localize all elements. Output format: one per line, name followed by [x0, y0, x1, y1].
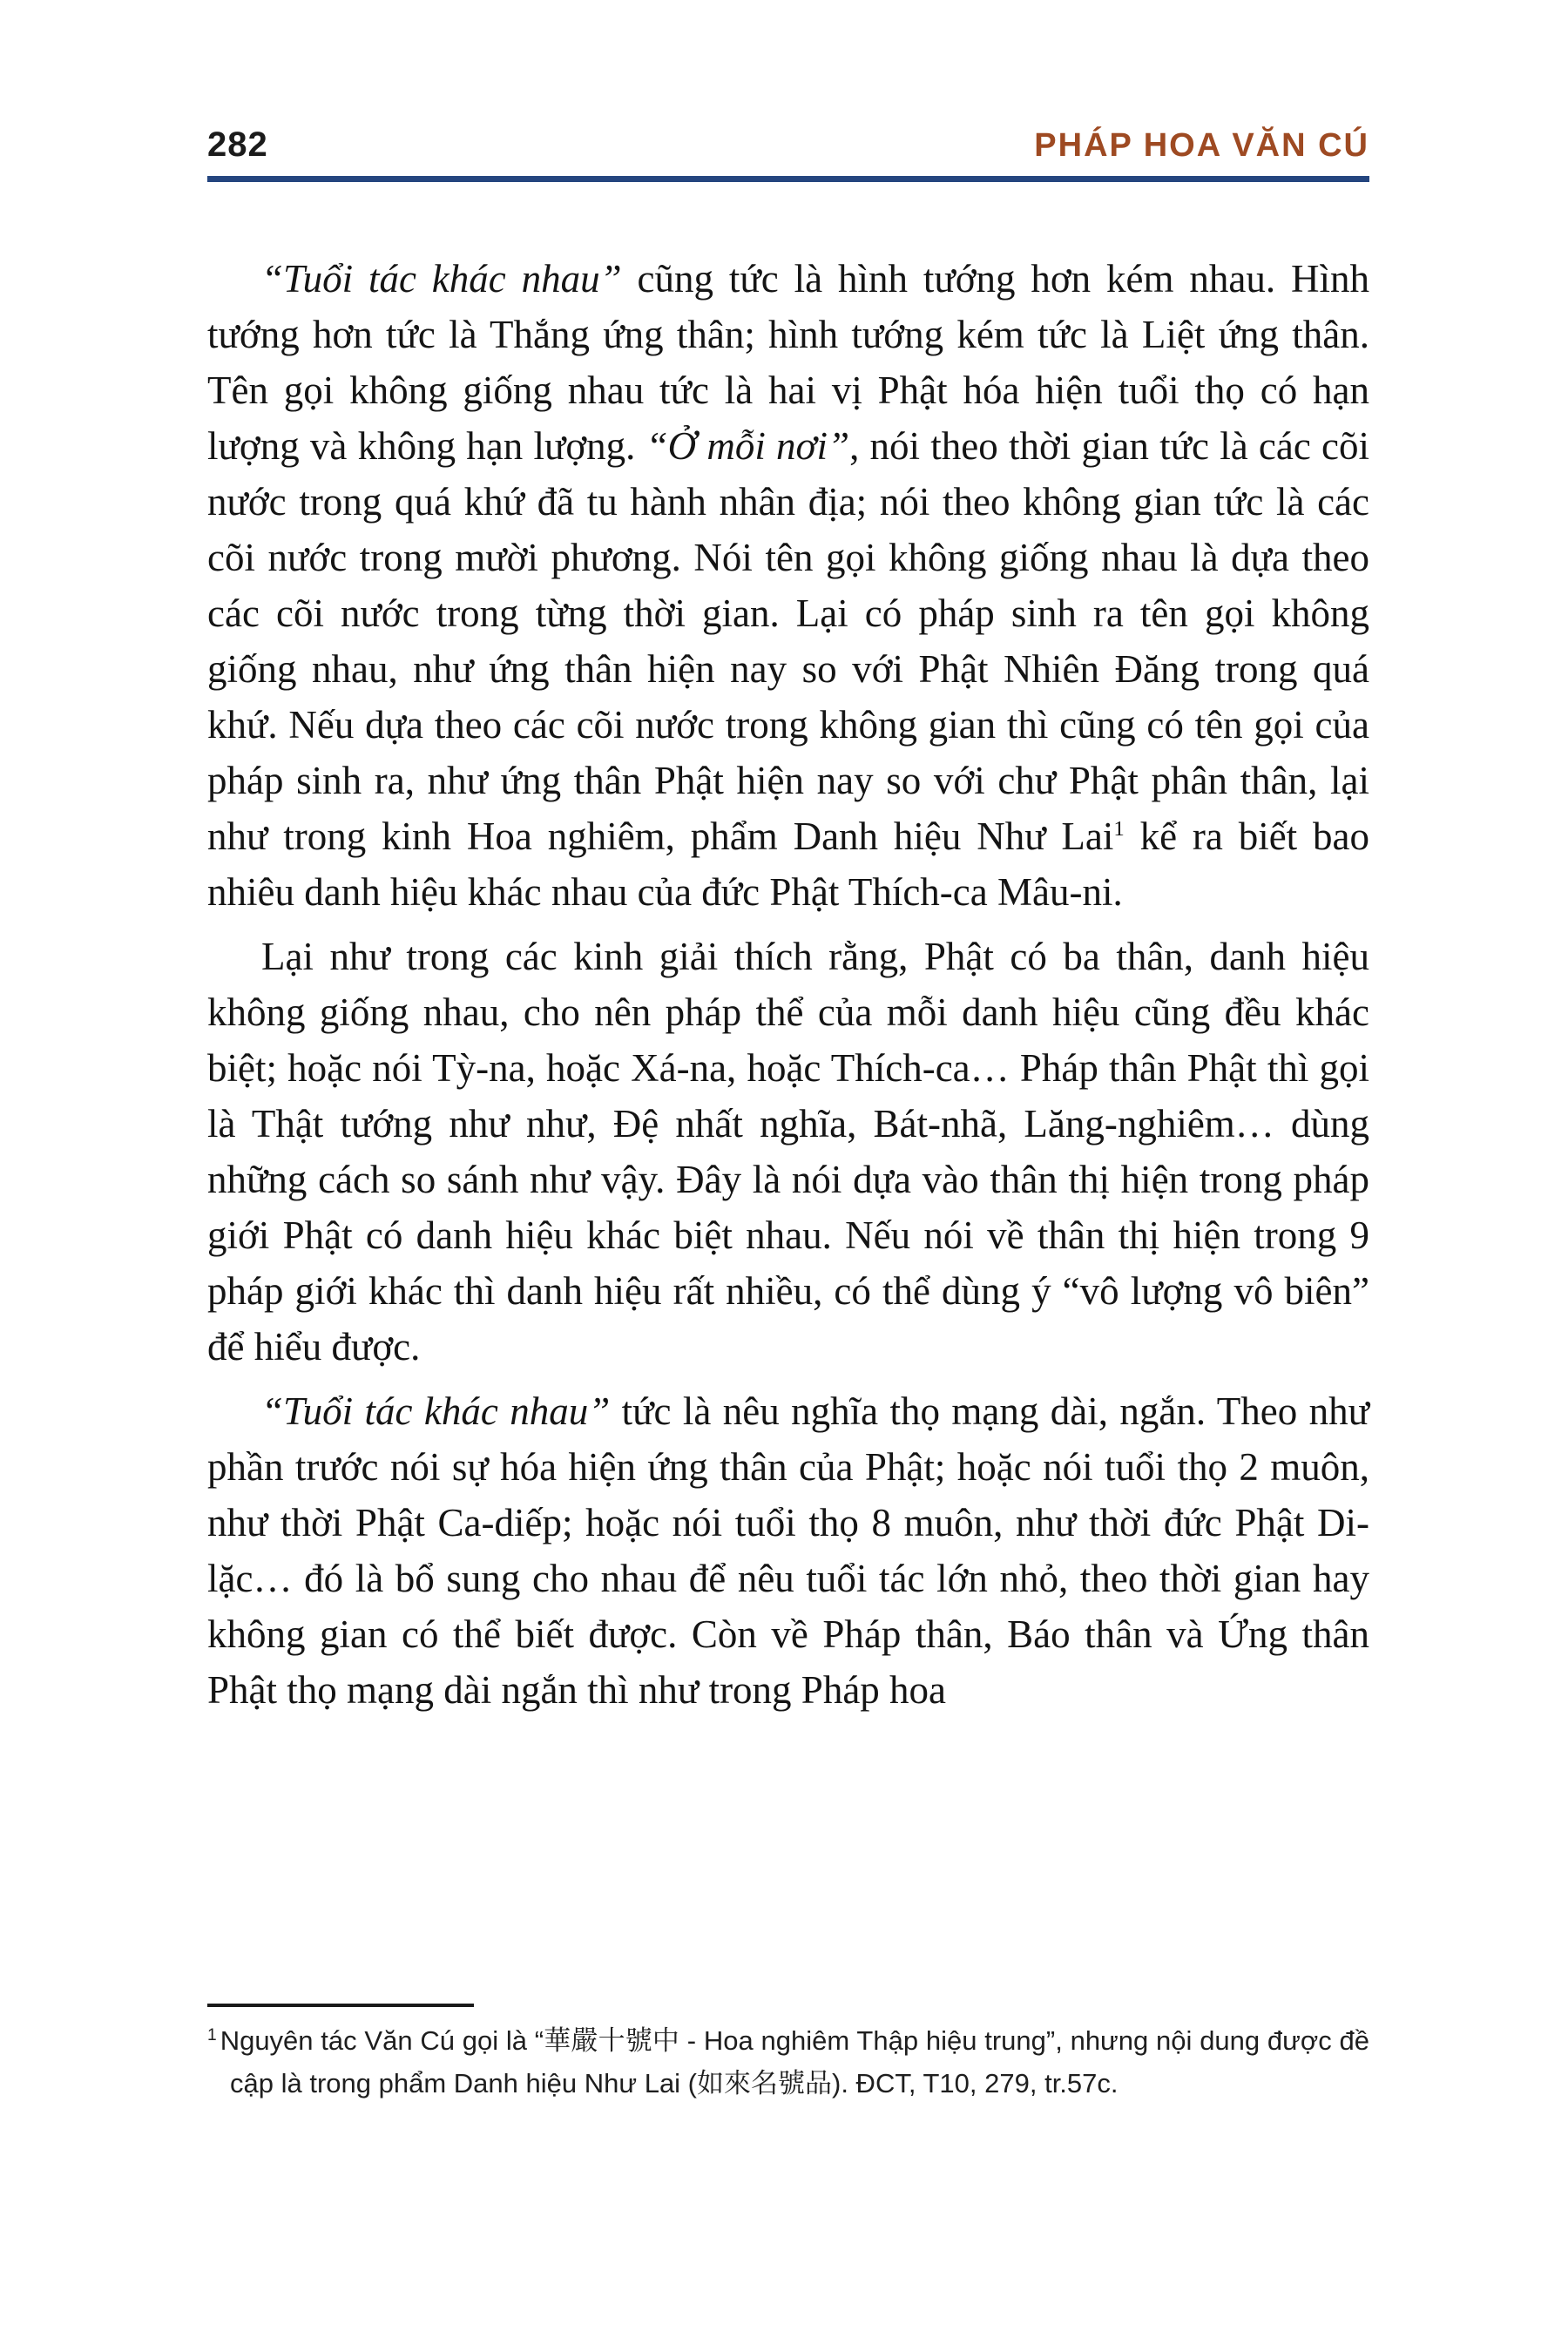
header-rule: [207, 176, 1369, 182]
italic-phrase: “Ở mỗi nơi”: [645, 424, 850, 468]
text-run: cũng tức là hình tướng hơn kém nhau. Hình tướng hơn tức là Thắng ứng thân; hình tướng kém tức là Liệt ứng thân. Tên gọi không giống nhau tức là hai vị Phật hóa hiện tuổi thọ có hạn lượng và không hạn lượng.: [207, 257, 1369, 468]
italic-phrase: “Tuổi tác khác nhau”: [261, 257, 622, 301]
footnote-text: Nguyên tác Văn Cú gọi là “華嚴十號中 - Hoa nghiêm Thập hiệu trung”, nhưng nội dung được đề cập là trong phẩm Danh hiệu Như Lai (如來名號品). ĐCT, T10, 279, tr.57c.: [220, 2025, 1369, 2099]
footnote-ref: 1: [1113, 817, 1125, 841]
footnote-rule: [207, 2004, 474, 2007]
body-text: [207, 251, 1369, 1718]
text-run: tức là nêu nghĩa thọ mạng dài, ngắn. Theo như phần trước nói sự hóa hiện ứng thân của Phật; hoặc nói tuổi thọ 2 muôn, như thời Phật Ca-diếp; hoặc nói tuổi thọ 8 muôn, như thời đức Phật Di-lặc… đó là bổ sung cho nhau để nêu tuổi tác lớn nhỏ, theo thời gian hay không gian có thể biết được. Còn về Pháp thân, Báo thân và Ứng thân Phật thọ mạng dài ngắn thì như trong Pháp hoa: [207, 1389, 1369, 1712]
text-run: Lại như trong các kinh giải thích rằng, Phật có ba thân, danh hiệu không giống nhau, cho nên pháp thể của mỗi danh hiệu cũng đều khác biệt; hoặc nói Tỳ-na, hoặc Xá-na, hoặc Thích-ca… Pháp thân Phật thì gọi là Thật tướng như như, Đệ nhất nghĩa, Bát-nhã, Lăng-nghiêm… dùng những cách so sánh như vậy. Đây là nói dựa vào thân thị hiện trong pháp giới Phật có danh hiệu khác biệt nhau. Nếu nói về thân thị hiện trong 9 pháp giới khác thì danh hiệu rất nhiều, có thể dùng ý “vô lượng vô biên” để hiểu được.: [207, 935, 1369, 1369]
paragraph-1: [207, 251, 1369, 920]
page-header: [207, 125, 1369, 165]
footnote-area: [207, 2004, 1369, 2105]
page-number: 282: [207, 125, 268, 164]
running-title: PHÁP HOA VĂN CÚ: [1034, 127, 1369, 164]
paragraph-2: [207, 929, 1369, 1375]
text-run: , nói theo thời gian tức là các cõi nước trong quá khứ đã tu hành nhân địa; nói theo không gian tức là các cõi nước trong mười phương. Nói tên gọi không giống nhau là dựa theo các cõi nước trong từng thời gian. Lại có pháp sinh ra tên gọi không giống nhau, như ứng thân hiện nay so với Phật Nhiên Đăng trong quá khứ. Nếu dựa theo các cõi nước trong không gian thì cũng có tên gọi của pháp sinh ra, như ứng thân Phật hiện nay so với chư Phật phân thân, lại như trong kinh Hoa nghiêm, phẩm Danh hiệu Như Lai: [207, 424, 1369, 858]
italic-phrase: “Tuổi tác khác nhau”: [261, 1389, 611, 1433]
footnote: [207, 2019, 1369, 2105]
text-run: kể ra biết bao nhiêu danh hiệu khác nhau của đức Phật Thích-ca Mâu-ni.: [207, 814, 1369, 914]
footnote-marker: 1: [207, 2025, 217, 2044]
paragraph-3: [207, 1383, 1369, 1718]
